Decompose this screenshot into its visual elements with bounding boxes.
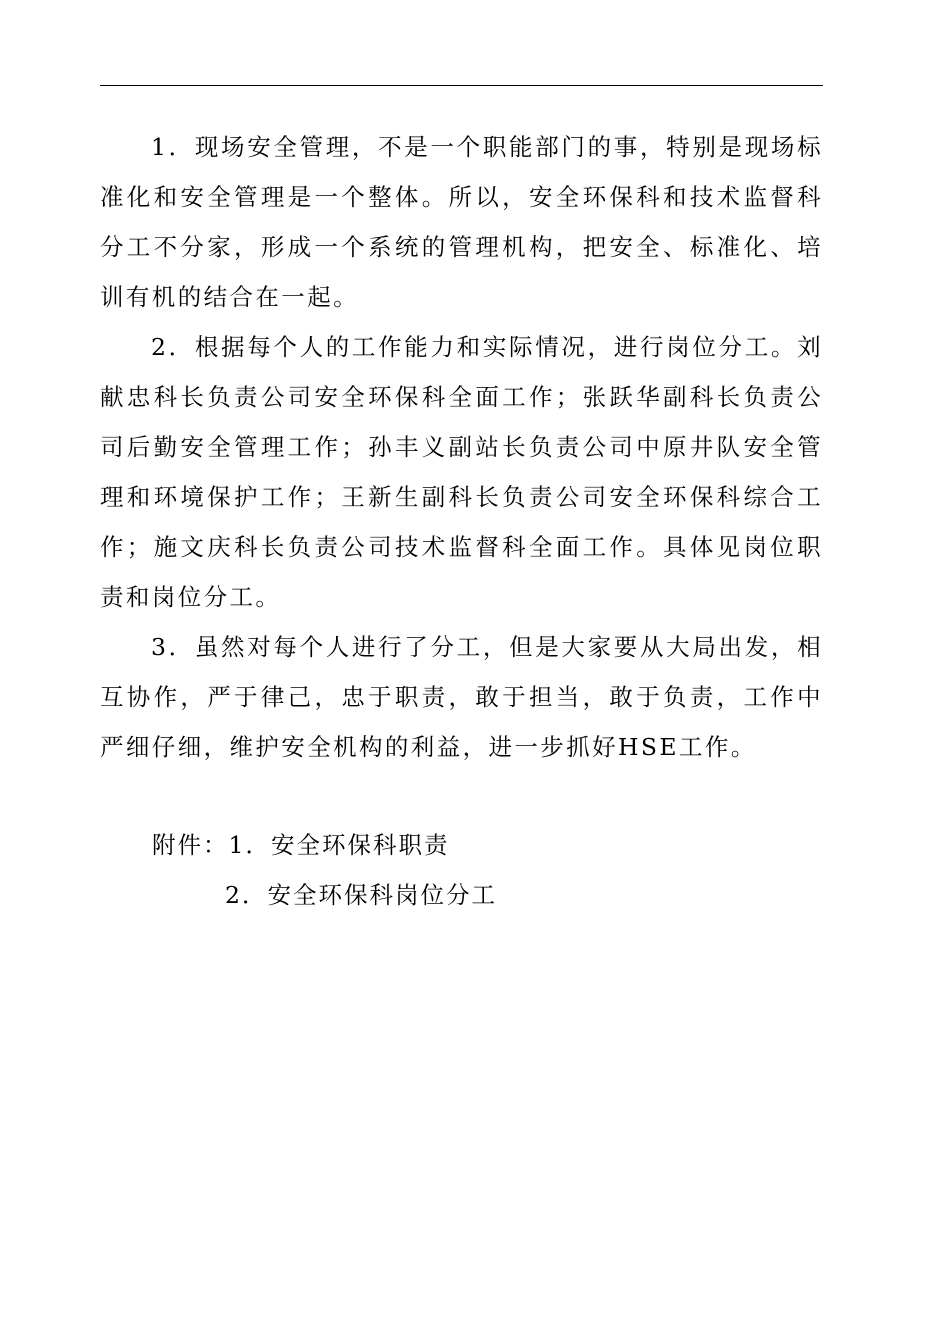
paragraph-2: 2．根据每个人的工作能力和实际情况，进行岗位分工。刘献忠科长负责公司安全环保科全面工作；张跃华副科长负责公司后勤安全管理工作；孙丰义副站长负责公司中原井队安全管理和环境保护工作；王新生副科长负责公司安全环保科综合工作；施文庆科长负责公司技术监督科全面工作。具体见岗位职责和岗位分工。 <box>100 333 823 611</box>
header-rule <box>100 85 823 86</box>
attachments-label: 附件： <box>152 831 229 859</box>
document-body <box>100 122 823 772</box>
attachment-row-2 <box>152 870 497 920</box>
paragraph-1: 1．现场安全管理，不是一个职能部门的事，特别是现场标准化和安全管理是一个整体。所以，安全环保科和技术监督科分工不分家，形成一个系统的管理机构，把安全、标准化、培训有机的结合在一起。 <box>100 133 823 311</box>
attachment-row-1 <box>152 820 497 870</box>
paragraph-3: 3．虽然对每个人进行了分工，但是大家要从大局出发，相互协作，严于律己，忠于职责，敢于担当，敢于负责，工作中严细仔细，维护安全机构的利益，进一步抓好HSE工作。 <box>100 633 823 761</box>
attachments-block <box>152 820 497 920</box>
attachment-item-1: 1．安全环保科职责 <box>228 831 450 859</box>
attachment-item-2: 2．安全环保科岗位分工 <box>225 881 497 909</box>
